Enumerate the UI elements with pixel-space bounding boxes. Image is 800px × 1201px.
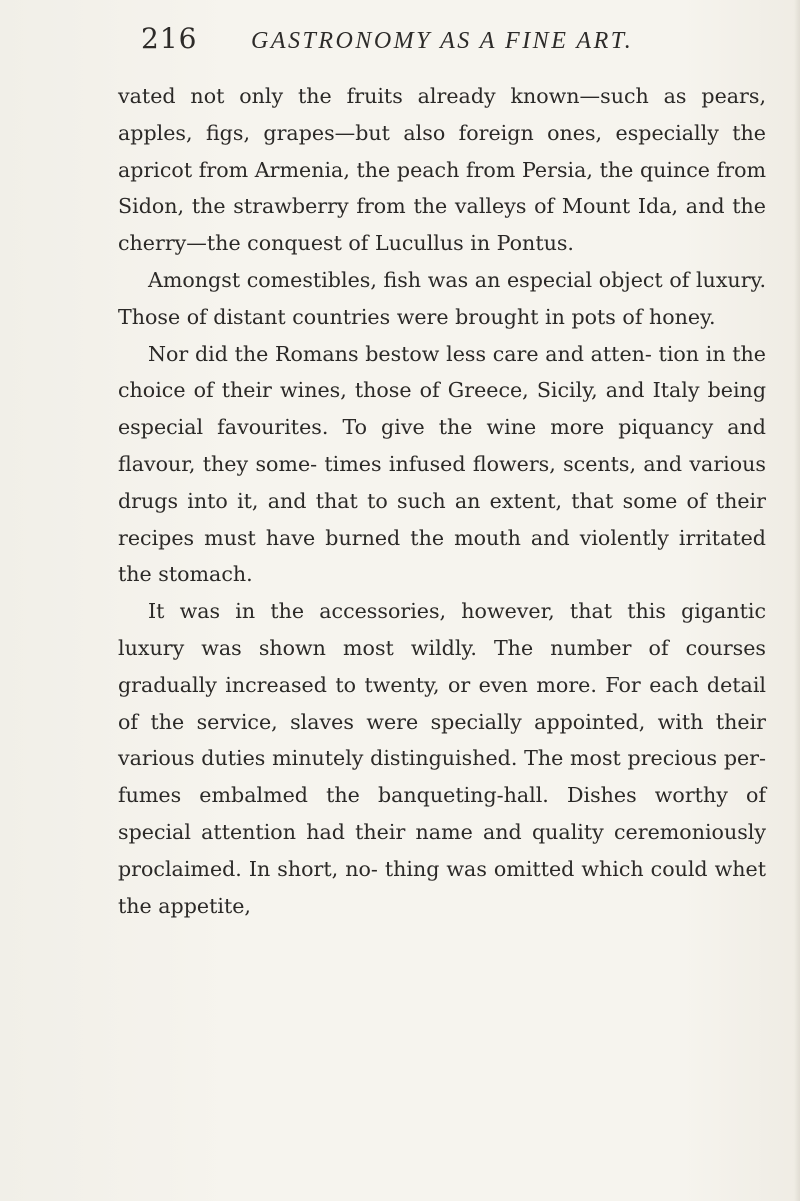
page-header [141, 22, 701, 62]
paragraph-continuation: vated not only the fruits already known—such as pears, apples, figs, grapes—but also foreign ones, especially the apricot from Armenia, the peach from Persia, the quince from Sidon, the strawberry from the valleys of Mount Ida, and the cherry—the conquest of Lucullus in Pontus. [118, 84, 766, 256]
page-number: 216 [141, 22, 198, 55]
body-text [118, 78, 766, 924]
paragraph-wines: Nor did the Romans bestow less care and atten- tion in the choice of their wines, those of Greece, Sicily, and Italy being especial favourites. To give the wine more piquancy and flavour, they some- times infused flowers, scents, and various drugs into it, and that to such an extent, that some of their recipes must have burned the mouth and violently irritated the stomach. [118, 341, 766, 587]
running-title: GASTRONOMY AS A FINE ART. [251, 28, 634, 54]
paragraph-accessories: It was in the accessories, however, that this gigantic luxury was shown most wildly. The number of courses gradually increased to twenty, or even more. For each detail of the service, slaves were specially appointed, with their various duties minutely distinguished. The most precious per- fumes embalmed the banqueting-hall. Dishes worthy of special attention had their name and quality ceremoniously proclaimed. In short, no- thing was omitted which could whet the appetite, [118, 599, 766, 918]
page-edge-shadow [794, 0, 800, 1201]
paragraph-fish: Amongst comestibles, fish was an especial object of luxury. Those of distant countries were brought in pots of honey. [118, 267, 766, 329]
